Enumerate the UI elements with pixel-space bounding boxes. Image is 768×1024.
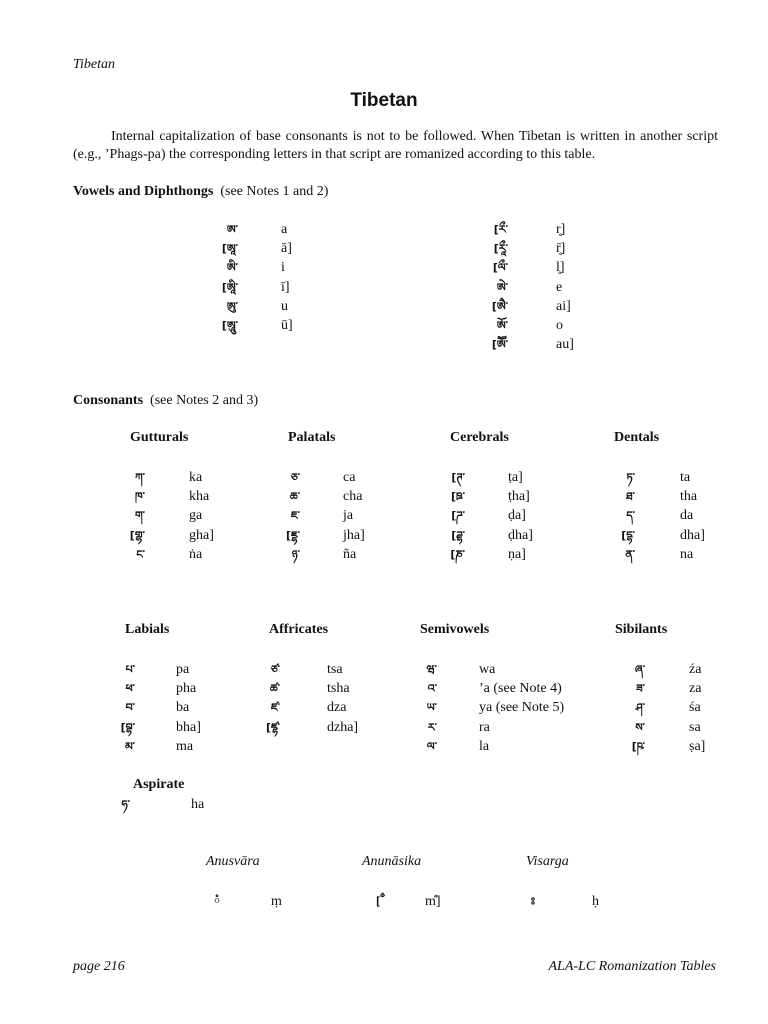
romanization: śa xyxy=(689,700,701,716)
tibetan-glyph: [གྷ་ xyxy=(129,528,145,542)
tibetan-glyph: [ཥ་ xyxy=(631,739,645,753)
romanization-row xyxy=(0,506,768,525)
tibetan-glyph: ག་ xyxy=(134,509,145,523)
aspirate-heading: Aspirate xyxy=(133,777,185,792)
romanization: ba xyxy=(176,700,190,716)
romanization: za xyxy=(689,681,702,697)
romanization: ma xyxy=(176,738,194,754)
tibetan-glyph: ཇ་ xyxy=(290,509,300,523)
romanization: dza xyxy=(327,700,347,716)
romanization-row xyxy=(0,526,768,545)
consonants-heading-label: Consonants xyxy=(73,393,144,408)
vowels-heading-label: Vowels and Diphthongs xyxy=(73,184,214,199)
romanization: dha] xyxy=(680,527,705,543)
intro-paragraph: Internal capitalization of base consonants is not to be followed. When Tibetan is written in another script (e.g., ’Phags-pa) the corresponding letters in that script are romanized according to this table. xyxy=(73,129,718,162)
tibetan-glyph: ཅ་ xyxy=(290,471,300,484)
romanization: ña xyxy=(343,546,357,562)
romanization-row xyxy=(0,220,768,239)
romanization: wa xyxy=(479,662,496,677)
romanization: tsa xyxy=(327,662,343,677)
group-heading: Cerebrals xyxy=(450,430,509,445)
romanization: da xyxy=(680,508,694,524)
romanization-row xyxy=(0,239,768,258)
romanization-row xyxy=(0,660,768,679)
consonants-heading xyxy=(73,393,258,409)
tibetan-glyph: ཨུ་ xyxy=(226,299,238,313)
romanization: ya (see Note 5) xyxy=(479,700,565,716)
tibetan-glyph: [ཨཻ་ xyxy=(491,299,508,313)
tibetan-glyph: ར་ xyxy=(427,720,437,734)
tibetan-glyph: ཁ་ xyxy=(134,490,145,504)
tibetan-glyph: [ཊ་ xyxy=(451,471,465,484)
romanization: tha xyxy=(680,489,698,505)
group-heading: Semivowels xyxy=(420,622,490,637)
tibetan-glyph: ཏ་ xyxy=(626,471,635,484)
romanization-row xyxy=(0,679,768,698)
tibetan-glyph: ཆ་ xyxy=(289,490,300,504)
tibetan-glyph: [ཨཱི་ xyxy=(221,280,238,294)
romanization-row xyxy=(0,335,768,354)
romanization: ca xyxy=(343,470,356,485)
romanization-row xyxy=(0,545,768,564)
romanization: ai] xyxy=(556,298,571,314)
romanization-row xyxy=(0,737,768,756)
tibetan-glyph: འ་ xyxy=(427,682,437,696)
romanization: ṃ xyxy=(271,894,282,909)
tibetan-glyph: ཙ་ xyxy=(270,663,280,676)
tibetan-glyph: ཐ་ xyxy=(626,490,635,504)
tibetan-glyph: བ་ xyxy=(125,701,135,715)
romanization: bha] xyxy=(176,719,201,735)
tibetan-glyph: [ལྀ་ xyxy=(492,261,508,275)
romanization: ī] xyxy=(281,279,290,295)
tibetan-glyph: ཝ་ xyxy=(426,663,437,676)
tibetan-glyph: ལ་ xyxy=(426,739,437,753)
tibetan-glyph: ཟ་ xyxy=(636,682,645,696)
tibetan-glyph: ཀ་ xyxy=(134,471,145,484)
romanization: ja xyxy=(343,508,354,524)
romanization: ṅa xyxy=(189,546,203,562)
romanization: sa xyxy=(689,719,701,735)
tibetan-glyph: ད་ xyxy=(626,509,635,523)
romanization: ḍa] xyxy=(508,508,526,524)
romanization: pha xyxy=(176,681,197,697)
tibetan-glyph: [ཎ་ xyxy=(450,547,465,561)
tibetan-glyph: [ཛྷ་ xyxy=(265,720,280,734)
tibetan-glyph: [ཨཽ་ xyxy=(491,338,508,352)
tibetan-glyph: ཨོ་ xyxy=(496,319,508,332)
tibetan-glyph: ཨི་ xyxy=(226,261,238,275)
mark-heading: Anunāsika xyxy=(362,854,422,869)
romanization-row xyxy=(0,487,768,506)
tibetan-glyph: ཞ་ xyxy=(634,663,645,676)
romanization: ga xyxy=(189,508,203,524)
tibetan-glyph: [རྀ་ xyxy=(493,223,508,236)
tibetan-glyph: [ཇྷ་ xyxy=(285,528,300,542)
page-title: Tibetan xyxy=(350,90,418,111)
tibetan-glyph: པ་ xyxy=(125,663,135,676)
romanization: kha xyxy=(189,489,210,505)
tibetan-glyph: ཉ་ xyxy=(291,547,300,561)
tibetan-glyph: [ཌྷ་ xyxy=(451,528,465,542)
tibetan-glyph: [རཱྀ་ xyxy=(493,242,508,256)
romanization: ṭa] xyxy=(508,470,523,485)
tibetan-glyph: ཧ་ xyxy=(121,798,130,811)
tibetan-glyph: ཚ་ xyxy=(269,682,280,696)
tibetan-glyph: ས་ xyxy=(635,720,645,734)
tibetan-glyph: ཾ xyxy=(213,895,220,908)
tibetan-glyph: ཤ་ xyxy=(635,701,645,715)
group-heading: Labials xyxy=(125,622,170,637)
romanization-row xyxy=(0,468,768,487)
romanization: o xyxy=(556,318,563,333)
romanization-row xyxy=(0,316,768,335)
tibetan-glyph: ཡ་ xyxy=(426,701,437,715)
romanization: ḥ xyxy=(592,894,599,909)
group-heading: Palatals xyxy=(288,430,336,445)
romanization: ā] xyxy=(281,241,292,257)
romanization: pa xyxy=(176,662,190,677)
romanization: u xyxy=(281,298,288,314)
romanization: gha] xyxy=(189,527,214,543)
romanization: cha xyxy=(343,489,363,505)
romanization: la xyxy=(479,738,490,754)
romanization-row xyxy=(0,258,768,277)
tibetan-glyph: ན་ xyxy=(625,547,635,561)
romanization: ka xyxy=(189,470,203,485)
romanization: ḍha] xyxy=(508,527,533,543)
romanization-row xyxy=(0,698,768,717)
tibetan-glyph: [ཨཱ་ xyxy=(221,242,238,256)
romanization: a xyxy=(281,222,288,237)
tibetan-glyph: [དྷ་ xyxy=(621,528,635,542)
romanization-row xyxy=(0,892,768,911)
tibetan-glyph: མ་ xyxy=(124,739,135,753)
romanization: r̥̄] xyxy=(556,241,566,257)
romanization: dzha] xyxy=(327,719,359,735)
romanization: ta xyxy=(680,470,691,485)
romanization: na xyxy=(680,546,694,562)
romanization: ṭha] xyxy=(508,489,530,505)
romanization: jha] xyxy=(343,527,365,543)
footer-publication: ALA-LC Romanization Tables xyxy=(548,959,716,974)
tibetan-glyph: ང་ xyxy=(136,547,145,561)
aspirate-row xyxy=(0,795,300,814)
running-header: Tibetan xyxy=(73,57,116,72)
mark-heading: Visarga xyxy=(526,854,569,869)
romanization: l̥] xyxy=(556,260,565,276)
tibetan-glyph: [ྃ xyxy=(376,895,380,908)
romanization: au] xyxy=(556,337,574,353)
romanization: m̐] xyxy=(425,894,441,909)
romanization: ṣa] xyxy=(689,738,706,754)
romanization: r̥] xyxy=(556,222,566,237)
tibetan-glyph: [ཨཱུ་ xyxy=(221,319,238,332)
romanization-row xyxy=(0,278,768,297)
romanization-row xyxy=(0,718,768,737)
romanization: ha xyxy=(191,797,205,812)
group-heading: Sibilants xyxy=(615,622,668,637)
consonants-note: (see Notes 2 and 3) xyxy=(150,393,259,408)
group-heading: Gutturals xyxy=(130,430,189,445)
romanization: i xyxy=(281,260,285,276)
tibetan-glyph: ཨེ་ xyxy=(496,280,508,294)
footer-page-number: page 216 xyxy=(73,959,125,974)
tibetan-glyph: ཕ་ xyxy=(125,682,135,696)
group-heading: Dentals xyxy=(614,430,660,445)
romanization: źa xyxy=(689,662,702,677)
romanization: ’a (see Note 4) xyxy=(479,681,562,697)
tibetan-glyph: [བྷ་ xyxy=(120,720,135,734)
romanization: ra xyxy=(479,719,490,735)
group-heading: Affricates xyxy=(269,622,329,637)
romanization-row xyxy=(0,297,768,316)
vowels-heading xyxy=(73,184,328,200)
romanization: e xyxy=(556,279,563,295)
tibetan-glyph: [ཋ་ xyxy=(451,490,465,504)
romanization: ū] xyxy=(281,318,293,333)
tibetan-glyph: ཨ་ xyxy=(226,223,238,236)
mark-heading: Anusvāra xyxy=(206,854,260,869)
vowels-note: (see Notes 1 and 2) xyxy=(220,184,329,199)
romanization: tsha xyxy=(327,681,350,697)
romanization: ṇa] xyxy=(508,546,526,562)
tibetan-glyph: ཿ xyxy=(530,895,535,908)
tibetan-glyph: ཛ་ xyxy=(270,701,280,715)
tibetan-glyph: [ཌ་ xyxy=(451,509,465,523)
